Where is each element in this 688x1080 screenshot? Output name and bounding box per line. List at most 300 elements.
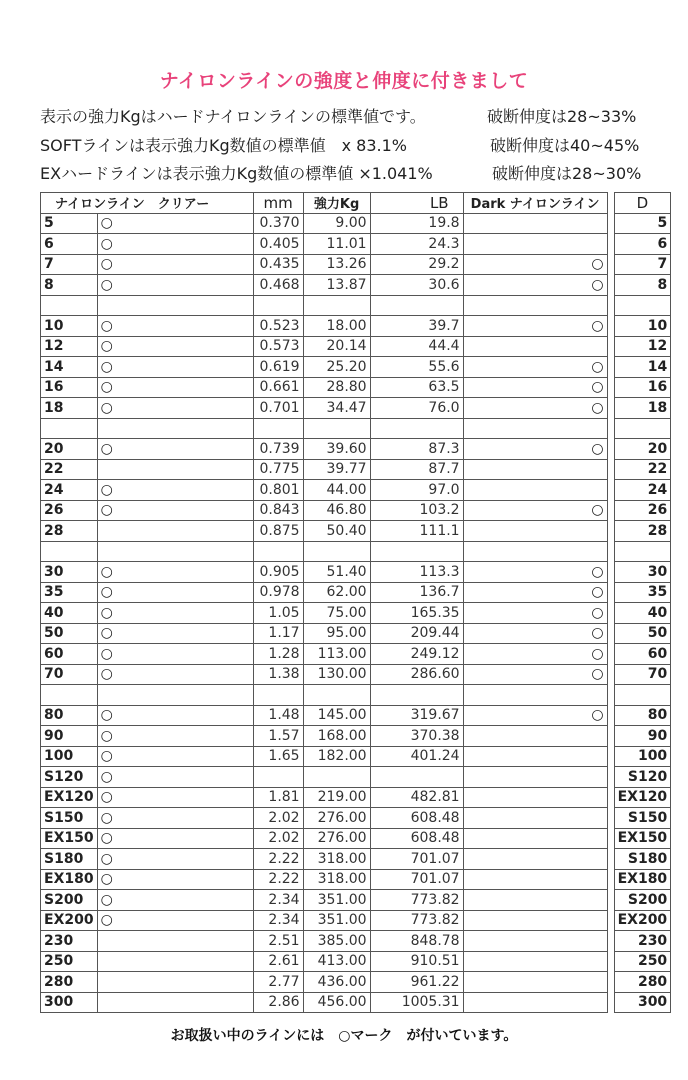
page-title: ナイロンラインの強度と伸度に付きまして — [159, 70, 529, 92]
table-row — [41, 500, 671, 521]
dark-mark-cell — [463, 828, 607, 849]
spacer-cell — [463, 418, 607, 439]
spacer-cell — [253, 685, 303, 706]
strength-lb-cell: 165.35 — [370, 603, 463, 624]
dark-size-cell: EX180 — [614, 869, 671, 890]
dark-size-cell: 90 — [614, 726, 671, 747]
table-row — [41, 644, 671, 665]
spacer-cell — [303, 418, 370, 439]
table-row — [41, 931, 671, 952]
strength-kg-cell: 385.00 — [303, 931, 370, 952]
column-gap — [607, 377, 614, 398]
dark-mark-cell: ○ — [463, 377, 607, 398]
dark-size-cell: S150 — [614, 808, 671, 829]
spacer-cell — [303, 295, 370, 316]
size-cell: 100 — [41, 746, 98, 767]
dark-mark-cell — [463, 972, 607, 993]
strength-kg-cell — [303, 767, 370, 788]
dark-size-cell: 18 — [614, 398, 671, 419]
strength-kg-cell: 351.00 — [303, 890, 370, 911]
diameter-mm-cell: 2.51 — [253, 931, 303, 952]
diameter-mm-cell: 0.573 — [253, 336, 303, 357]
header-lb: LB — [370, 193, 463, 214]
strength-lb-cell: 136.7 — [370, 582, 463, 603]
dark-size-cell: S120 — [614, 767, 671, 788]
clear-mark-cell: ○ — [97, 603, 253, 624]
clear-mark-cell: ○ — [97, 705, 253, 726]
spacer-cell — [607, 541, 614, 562]
spacer-cell — [607, 685, 614, 706]
strength-lb-cell: 63.5 — [370, 377, 463, 398]
spacer-cell — [607, 418, 614, 439]
clear-mark-cell: ○ — [97, 849, 253, 870]
dark-size-cell: 14 — [614, 357, 671, 378]
dark-mark-cell — [463, 746, 607, 767]
table-row — [41, 234, 671, 255]
column-gap — [607, 931, 614, 952]
strength-lb-cell: 44.4 — [370, 336, 463, 357]
spacer-cell — [303, 685, 370, 706]
strength-kg-cell: 182.00 — [303, 746, 370, 767]
spacer-cell — [463, 685, 607, 706]
dark-mark-cell — [463, 336, 607, 357]
size-cell: 26 — [41, 500, 98, 521]
dark-size-cell: EX200 — [614, 910, 671, 931]
table-row — [41, 808, 671, 829]
table-row — [41, 746, 671, 767]
strength-kg-cell: 50.40 — [303, 521, 370, 542]
strength-kg-cell: 9.00 — [303, 213, 370, 234]
spacer-cell — [97, 685, 253, 706]
clear-mark-cell: ○ — [97, 234, 253, 255]
clear-mark-cell — [97, 459, 253, 480]
strength-lb-cell: 773.82 — [370, 910, 463, 931]
dark-mark-cell — [463, 521, 607, 542]
note-soft: SOFTラインは表示強力Kg数値の標準値 x 83.1% — [40, 136, 407, 155]
strength-kg-cell: 168.00 — [303, 726, 370, 747]
strength-lb-cell: 76.0 — [370, 398, 463, 419]
size-cell: S120 — [41, 767, 98, 788]
strength-lb-cell: 19.8 — [370, 213, 463, 234]
column-gap — [607, 849, 614, 870]
dark-mark-cell: ○ — [463, 254, 607, 275]
column-gap — [607, 726, 614, 747]
size-cell: EX150 — [41, 828, 98, 849]
clear-mark-cell: ○ — [97, 439, 253, 460]
dark-mark-cell — [463, 459, 607, 480]
dark-mark-cell: ○ — [463, 644, 607, 665]
size-cell: EX180 — [41, 869, 98, 890]
dark-mark-cell: ○ — [463, 562, 607, 583]
note-hard-elongation: 破断伸度は28~33% — [487, 107, 637, 126]
spacer-cell — [607, 295, 614, 316]
table-row — [41, 603, 671, 624]
dark-size-cell: 16 — [614, 377, 671, 398]
dark-mark-cell — [463, 808, 607, 829]
spacer-cell — [370, 541, 463, 562]
dark-mark-cell: ○ — [463, 664, 607, 685]
dark-size-cell: 50 — [614, 623, 671, 644]
strength-lb-cell: 910.51 — [370, 951, 463, 972]
size-cell: 12 — [41, 336, 98, 357]
dark-mark-cell — [463, 910, 607, 931]
column-gap — [607, 808, 614, 829]
diameter-mm-cell: 1.38 — [253, 664, 303, 685]
dark-size-cell: 8 — [614, 275, 671, 296]
diameter-mm-cell: 0.978 — [253, 582, 303, 603]
strength-kg-cell: 276.00 — [303, 828, 370, 849]
column-gap — [607, 972, 614, 993]
clear-mark-cell: ○ — [97, 398, 253, 419]
clear-mark-cell: ○ — [97, 213, 253, 234]
strength-lb-cell: 319.67 — [370, 705, 463, 726]
diameter-mm-cell: 1.57 — [253, 726, 303, 747]
clear-mark-cell: ○ — [97, 377, 253, 398]
diameter-mm-cell: 0.843 — [253, 500, 303, 521]
column-gap — [607, 213, 614, 234]
dark-size-cell: 40 — [614, 603, 671, 624]
size-cell: 16 — [41, 377, 98, 398]
dark-size-cell: S200 — [614, 890, 671, 911]
clear-mark-cell: ○ — [97, 623, 253, 644]
column-gap — [607, 664, 614, 685]
dark-mark-cell — [463, 234, 607, 255]
column-gap — [607, 500, 614, 521]
dark-mark-cell — [463, 951, 607, 972]
strength-lb-cell: 30.6 — [370, 275, 463, 296]
diameter-mm-cell: 1.65 — [253, 746, 303, 767]
strength-kg-cell: 62.00 — [303, 582, 370, 603]
column-gap — [607, 644, 614, 665]
strength-lb-cell: 286.60 — [370, 664, 463, 685]
clear-mark-cell — [97, 521, 253, 542]
size-cell: 50 — [41, 623, 98, 644]
size-cell: S200 — [41, 890, 98, 911]
dark-size-cell: 28 — [614, 521, 671, 542]
size-cell: 40 — [41, 603, 98, 624]
column-gap — [607, 316, 614, 337]
size-cell: 10 — [41, 316, 98, 337]
dark-mark-cell — [463, 869, 607, 890]
spacer-cell — [463, 295, 607, 316]
spacer-cell — [370, 418, 463, 439]
spacer-cell — [253, 541, 303, 562]
spacer-cell — [97, 295, 253, 316]
table-row — [41, 275, 671, 296]
spacer-cell — [370, 295, 463, 316]
table-header-row — [41, 193, 671, 214]
spacer-cell — [253, 295, 303, 316]
dark-size-cell: 5 — [614, 213, 671, 234]
diameter-mm-cell: 0.370 — [253, 213, 303, 234]
table-spacer-row — [41, 685, 671, 706]
column-gap — [607, 254, 614, 275]
clear-mark-cell: ○ — [97, 480, 253, 501]
table-row — [41, 357, 671, 378]
dark-size-cell: 70 — [614, 664, 671, 685]
table-row — [41, 849, 671, 870]
strength-kg-cell: 436.00 — [303, 972, 370, 993]
size-cell: 90 — [41, 726, 98, 747]
column-gap — [607, 562, 614, 583]
table-row — [41, 951, 671, 972]
clear-mark-cell: ○ — [97, 828, 253, 849]
size-cell: 250 — [41, 951, 98, 972]
table-row — [41, 726, 671, 747]
strength-kg-cell: 18.00 — [303, 316, 370, 337]
strength-kg-cell: 39.60 — [303, 439, 370, 460]
column-gap — [607, 869, 614, 890]
table-row — [41, 521, 671, 542]
column-gap — [607, 275, 614, 296]
strength-lb-cell: 701.07 — [370, 869, 463, 890]
strength-kg-cell: 318.00 — [303, 849, 370, 870]
table-row — [41, 828, 671, 849]
column-gap — [607, 767, 614, 788]
spacer-cell — [370, 685, 463, 706]
dark-size-cell: 6 — [614, 234, 671, 255]
table-row — [41, 705, 671, 726]
spacer-cell — [614, 418, 671, 439]
strength-lb-cell: 1005.31 — [370, 992, 463, 1013]
clear-mark-cell: ○ — [97, 910, 253, 931]
footer-note: お取扱い中のラインには ○マーク が付いています。 — [170, 1028, 518, 1044]
header-strength-kg: 強力Kg — [303, 193, 370, 214]
strength-lb-cell: 103.2 — [370, 500, 463, 521]
column-gap — [607, 787, 614, 808]
strength-lb-cell: 848.78 — [370, 931, 463, 952]
diameter-mm-cell: 0.701 — [253, 398, 303, 419]
diameter-mm-cell: 2.22 — [253, 849, 303, 870]
spacer-cell — [253, 418, 303, 439]
spacer-cell — [41, 541, 98, 562]
clear-mark-cell — [97, 972, 253, 993]
diameter-mm-cell: 2.34 — [253, 890, 303, 911]
size-cell: 14 — [41, 357, 98, 378]
dark-size-cell: S180 — [614, 849, 671, 870]
dark-mark-cell — [463, 726, 607, 747]
size-cell: EX120 — [41, 787, 98, 808]
column-gap — [607, 234, 614, 255]
diameter-mm-cell: 1.28 — [253, 644, 303, 665]
dark-mark-cell: ○ — [463, 603, 607, 624]
spacer-cell — [614, 295, 671, 316]
dark-mark-cell — [463, 213, 607, 234]
dark-mark-cell: ○ — [463, 316, 607, 337]
table-row — [41, 562, 671, 583]
header-nylon-clear: ナイロンライン クリアー — [41, 193, 254, 214]
clear-mark-cell: ○ — [97, 357, 253, 378]
strength-kg-cell: 46.80 — [303, 500, 370, 521]
dark-size-cell: 7 — [614, 254, 671, 275]
dark-mark-cell — [463, 767, 607, 788]
strength-kg-cell: 75.00 — [303, 603, 370, 624]
size-cell: 8 — [41, 275, 98, 296]
diameter-mm-cell: 0.775 — [253, 459, 303, 480]
table-spacer-row — [41, 418, 671, 439]
dark-mark-cell: ○ — [463, 439, 607, 460]
diameter-mm-cell: 0.801 — [253, 480, 303, 501]
table-row — [41, 582, 671, 603]
diameter-mm-cell — [253, 767, 303, 788]
spacer-cell — [97, 418, 253, 439]
dark-mark-cell: ○ — [463, 275, 607, 296]
size-cell: 300 — [41, 992, 98, 1013]
spacer-cell — [614, 685, 671, 706]
diameter-mm-cell: 0.905 — [253, 562, 303, 583]
table-row — [41, 890, 671, 911]
table-spacer-row — [41, 541, 671, 562]
clear-mark-cell: ○ — [97, 767, 253, 788]
strength-kg-cell: 25.20 — [303, 357, 370, 378]
strength-lb-cell: 773.82 — [370, 890, 463, 911]
diameter-mm-cell: 2.02 — [253, 828, 303, 849]
dark-size-cell: 280 — [614, 972, 671, 993]
size-cell: 22 — [41, 459, 98, 480]
strength-lb-cell: 87.7 — [370, 459, 463, 480]
strength-lb-cell: 608.48 — [370, 808, 463, 829]
dark-mark-cell — [463, 890, 607, 911]
column-gap — [607, 910, 614, 931]
diameter-mm-cell: 2.61 — [253, 951, 303, 972]
spacer-cell — [614, 541, 671, 562]
clear-mark-cell: ○ — [97, 869, 253, 890]
dark-mark-cell: ○ — [463, 398, 607, 419]
strength-kg-cell: 51.40 — [303, 562, 370, 583]
column-gap — [607, 480, 614, 501]
table-row — [41, 664, 671, 685]
diameter-mm-cell: 0.875 — [253, 521, 303, 542]
strength-lb-cell: 111.1 — [370, 521, 463, 542]
strength-lb-cell: 29.2 — [370, 254, 463, 275]
strength-lb-cell: 113.3 — [370, 562, 463, 583]
header-mm: mm — [253, 193, 303, 214]
clear-mark-cell: ○ — [97, 582, 253, 603]
strength-lb-cell: 701.07 — [370, 849, 463, 870]
table-spacer-row — [41, 295, 671, 316]
column-gap — [607, 890, 614, 911]
strength-lb-cell: 24.3 — [370, 234, 463, 255]
strength-kg-cell: 456.00 — [303, 992, 370, 1013]
size-cell: 20 — [41, 439, 98, 460]
size-cell: 280 — [41, 972, 98, 993]
strength-lb-cell: 401.24 — [370, 746, 463, 767]
size-cell: EX200 — [41, 910, 98, 931]
strength-kg-cell: 44.00 — [303, 480, 370, 501]
table-row — [41, 910, 671, 931]
diameter-mm-cell: 1.48 — [253, 705, 303, 726]
size-cell: 7 — [41, 254, 98, 275]
column-gap — [607, 951, 614, 972]
dark-size-cell: EX150 — [614, 828, 671, 849]
header-dark-nylon: Dark ナイロンライン — [463, 193, 607, 214]
dark-size-cell: 230 — [614, 931, 671, 952]
column-gap — [607, 623, 614, 644]
strength-kg-cell: 13.26 — [303, 254, 370, 275]
column-gap — [607, 603, 614, 624]
strength-kg-cell: 219.00 — [303, 787, 370, 808]
dark-size-cell: 100 — [614, 746, 671, 767]
diameter-mm-cell: 1.81 — [253, 787, 303, 808]
strength-kg-cell: 34.47 — [303, 398, 370, 419]
dark-mark-cell — [463, 992, 607, 1013]
diameter-mm-cell: 0.739 — [253, 439, 303, 460]
dark-mark-cell: ○ — [463, 582, 607, 603]
spacer-cell — [97, 541, 253, 562]
clear-mark-cell — [97, 931, 253, 952]
strength-lb-cell: 608.48 — [370, 828, 463, 849]
dark-size-cell: 22 — [614, 459, 671, 480]
clear-mark-cell — [97, 951, 253, 972]
clear-mark-cell: ○ — [97, 664, 253, 685]
diameter-mm-cell: 2.22 — [253, 869, 303, 890]
dark-size-cell: 300 — [614, 992, 671, 1013]
header-d: D — [614, 193, 671, 214]
column-gap — [607, 992, 614, 1013]
column-gap — [607, 459, 614, 480]
table-row — [41, 439, 671, 460]
strength-kg-cell: 13.87 — [303, 275, 370, 296]
table-row — [41, 316, 671, 337]
diameter-mm-cell: 0.435 — [253, 254, 303, 275]
strength-lb-cell: 209.44 — [370, 623, 463, 644]
clear-mark-cell: ○ — [97, 336, 253, 357]
clear-mark-cell: ○ — [97, 562, 253, 583]
size-cell: 70 — [41, 664, 98, 685]
column-gap — [607, 336, 614, 357]
clear-mark-cell: ○ — [97, 316, 253, 337]
column-gap — [607, 828, 614, 849]
table-row — [41, 213, 671, 234]
size-cell: 18 — [41, 398, 98, 419]
strength-kg-cell: 276.00 — [303, 808, 370, 829]
strength-lb-cell: 961.22 — [370, 972, 463, 993]
diameter-mm-cell: 0.661 — [253, 377, 303, 398]
clear-mark-cell: ○ — [97, 500, 253, 521]
table-row — [41, 787, 671, 808]
size-cell: 230 — [41, 931, 98, 952]
spacer-cell — [303, 541, 370, 562]
size-cell: 6 — [41, 234, 98, 255]
clear-mark-cell: ○ — [97, 890, 253, 911]
table-row — [41, 336, 671, 357]
size-cell: 5 — [41, 213, 98, 234]
strength-kg-cell: 95.00 — [303, 623, 370, 644]
size-cell: 24 — [41, 480, 98, 501]
clear-mark-cell: ○ — [97, 726, 253, 747]
strength-kg-cell: 413.00 — [303, 951, 370, 972]
clear-mark-cell: ○ — [97, 254, 253, 275]
spacer-cell — [41, 685, 98, 706]
strength-kg-cell: 351.00 — [303, 910, 370, 931]
dark-size-cell: EX120 — [614, 787, 671, 808]
diameter-mm-cell: 1.05 — [253, 603, 303, 624]
strength-lb-cell: 39.7 — [370, 316, 463, 337]
note-hard: 表示の強力Kgはハードナイロンラインの標準値です。 — [40, 107, 426, 126]
column-gap — [607, 705, 614, 726]
table-row — [41, 398, 671, 419]
strength-table — [40, 192, 671, 1013]
strength-kg-cell: 113.00 — [303, 644, 370, 665]
spacer-cell — [41, 295, 98, 316]
table-row — [41, 992, 671, 1013]
table-row — [41, 972, 671, 993]
dark-mark-cell — [463, 931, 607, 952]
diameter-mm-cell: 1.17 — [253, 623, 303, 644]
diameter-mm-cell: 2.77 — [253, 972, 303, 993]
strength-kg-cell: 130.00 — [303, 664, 370, 685]
note-ex-hard: EXハードラインは表示強力Kg数値の標準値 ×1.041% — [40, 164, 433, 183]
